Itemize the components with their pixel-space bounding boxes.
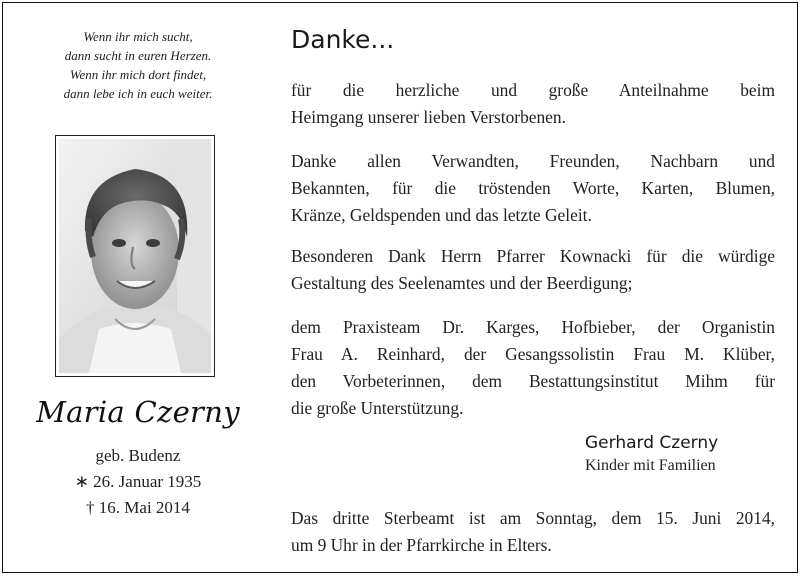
deceased-name: Maria Czerny [36,395,240,429]
signature-block [585,433,769,475]
thanks-paragraph-4 [291,314,775,422]
poem-line: Wenn ihr mich sucht, [83,29,193,44]
text-line: dem Praxisteam Dr. Karges, Hofbieber, der Organistin [291,317,775,337]
obituary-card [2,2,798,573]
thanks-paragraph-2 [291,148,775,229]
poem-line: Wenn ihr mich dort findet, [69,67,207,82]
text-line: Frau A. Reinhard, der Gesangssolistin Frau M. Klüber, [291,344,775,364]
death-date: † 16. Mai 2014 [86,498,190,517]
poem-line: dann sucht in euren Herzen. [64,48,212,63]
signature-subtitle: Kinder mit Familien [585,457,716,474]
text-line: Gestaltung des Seelenamtes und der Beerdigung; [291,273,633,293]
poem-line: dann lebe ich in euch weiter. [63,86,213,101]
service-notice [291,505,775,559]
text-line: Danke allen Verwandten, Freunden, Nachbarn und [291,151,775,171]
text-line: die große Unterstützung. [291,398,464,418]
thanks-paragraph-1 [291,77,775,131]
text-line: Heimgang unserer lieben Verstorbenen. [291,107,566,127]
portrait-photo-frame [55,135,215,377]
thanks-heading: Danke... [291,25,395,54]
signature-name: Gerhard Czerny [585,433,719,453]
portrait-photo [59,139,211,373]
birth-name: geb. Budenz [95,446,181,465]
text-line: Besonderen Dank Herrn Pfarrer Kownacki für die würdige [291,246,775,266]
portrait-image [59,139,211,373]
text-line: Das dritte Sterbeamt ist am Sonntag, dem 15. Juni 2014, [291,508,775,528]
text-line: den Vorbeterinnen, dem Bestattungsinstitut Mihm für [291,371,775,391]
text-line: Kränze, Geldspenden und das letzte Geleit. [291,205,592,225]
text-line: für die herzliche und große Anteilnahme beim [291,80,775,100]
birth-date: ∗ 26. Januar 1935 [74,472,202,491]
life-dates [13,443,263,521]
thanks-paragraph-3 [291,243,775,297]
text-line: Bekannten, für die tröstenden Worte, Karten, Blumen, [291,178,775,198]
memorial-poem [13,27,263,103]
text-line: um 9 Uhr in der Pfarrkirche in Elters. [291,535,552,555]
